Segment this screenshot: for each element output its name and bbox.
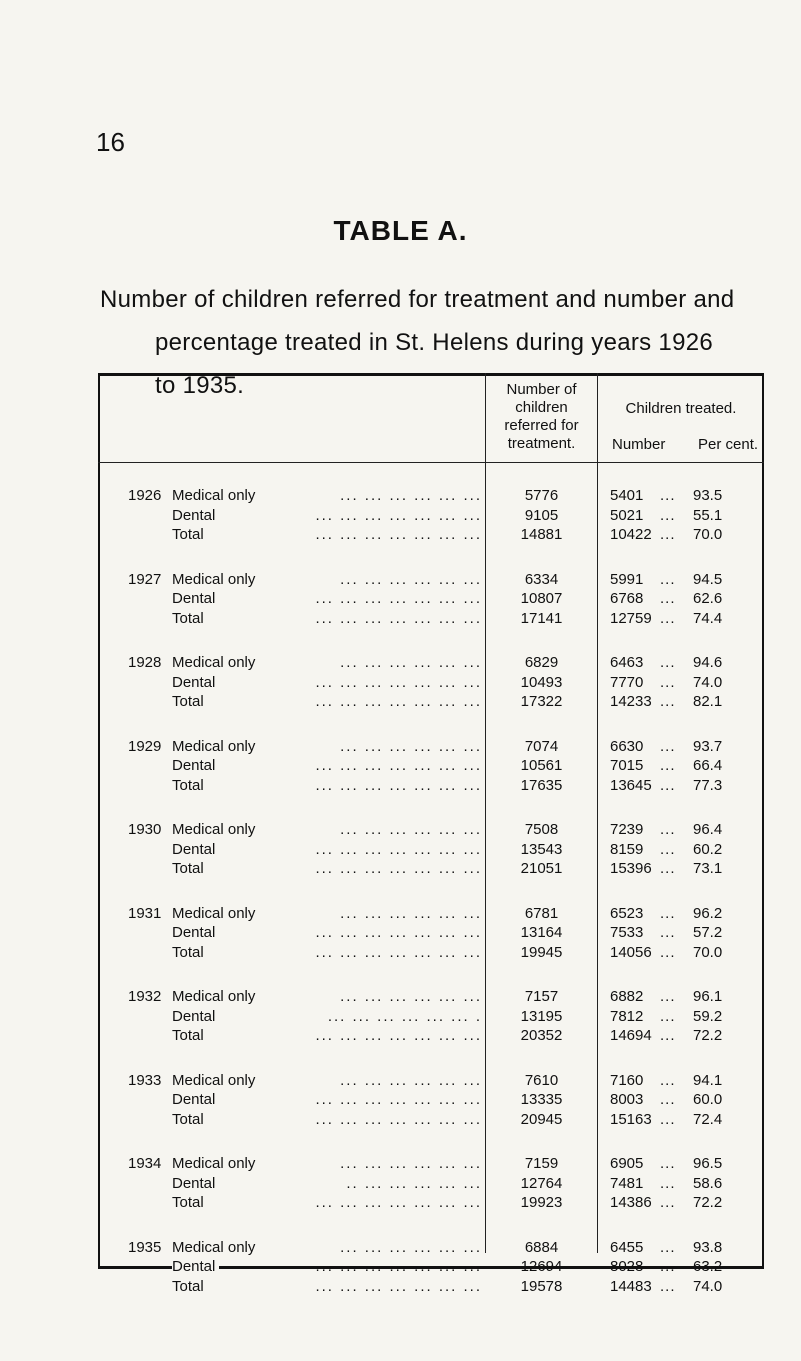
row-leader-dots: ... [660, 860, 676, 877]
row-referred: 7159 [524, 1155, 559, 1172]
row-category-label: Medical only [172, 1239, 259, 1256]
row-treated-percent: 72.2 [693, 1027, 723, 1044]
header-referred-line: treatment. [507, 435, 576, 452]
row-category-label: Dental [172, 1008, 219, 1025]
row-treated-number: 13645 [610, 776, 652, 794]
row-treated-percent: 82.1 [693, 693, 723, 710]
row-referred: 17141 [520, 609, 563, 627]
row-referred: 17322 [520, 693, 563, 710]
row-treated-number: 14233 [610, 693, 652, 710]
row-leader-dots: ... [660, 1091, 676, 1108]
row-treated-number: 7770 [610, 673, 644, 691]
row-treated-percent: 55.1 [693, 506, 723, 524]
row-category [172, 944, 482, 961]
row-referred: 13164 [520, 924, 563, 941]
row-leader-dots: ... ... ... ... ... ... ... [315, 506, 482, 524]
row-year: 1927 [128, 570, 162, 588]
row-referred: 19578 [520, 1277, 563, 1295]
row-treated-number: 7481 [610, 1174, 644, 1192]
row-treated-percent: 70.0 [693, 526, 723, 543]
row-category [172, 841, 482, 858]
row-leader-dots: ... ... ... ... ... ... ... [315, 673, 482, 691]
row-treated-number: 7533 [610, 924, 644, 941]
row-leader-dots: ... ... ... ... ... ... ... [315, 757, 482, 774]
row-treated-percent: 72.4 [693, 1110, 723, 1128]
row-category [172, 507, 482, 524]
row-treated-number: 5021 [610, 506, 644, 524]
row-leader-dots: ... [660, 570, 676, 588]
row-referred: 6829 [524, 654, 559, 671]
row-category-label: Medical only [172, 1072, 259, 1089]
row-leader-dots: ... ... ... ... ... ... [340, 570, 482, 588]
row-leader-dots: ... ... ... ... ... ... [340, 1071, 482, 1089]
row-category [172, 738, 482, 755]
row-category [172, 1278, 482, 1295]
row-leader-dots: ... ... ... ... ... ... ... [315, 526, 482, 543]
row-leader-dots: ... ... ... ... ... ... ... [315, 1277, 482, 1295]
row-leader-dots: ... [660, 487, 676, 504]
header-referred-line: children [515, 399, 568, 416]
row-leader-dots: ... [660, 1277, 676, 1295]
row-year: 1931 [128, 904, 162, 922]
row-category [172, 1027, 482, 1044]
row-category [172, 988, 482, 1005]
row-leader-dots: ... [660, 590, 676, 607]
row-category [172, 674, 482, 691]
header-children-treated: Children treated. [625, 400, 737, 417]
row-treated-percent: 70.0 [693, 943, 723, 961]
row-category-label: Total [172, 526, 208, 543]
row-year: 1935 [128, 1238, 162, 1256]
row-referred: 19945 [520, 943, 563, 961]
row-category-label: Medical only [172, 487, 259, 504]
row-treated-number: 7015 [610, 757, 644, 774]
row-treated-number: 14483 [610, 1277, 652, 1295]
row-leader-dots: ... ... ... ... ... ... ... [315, 1110, 482, 1128]
row-leader-dots: ... [660, 988, 676, 1005]
row-referred: 7074 [524, 737, 559, 755]
row-category [172, 777, 482, 794]
row-treated-number: 8159 [610, 840, 644, 858]
row-category-label: Dental [172, 507, 219, 524]
row-treated-number: 14056 [610, 943, 652, 961]
row-category [172, 1175, 482, 1192]
row-referred: 6884 [524, 1238, 559, 1256]
row-referred: 20352 [520, 1027, 563, 1044]
row-category [172, 1194, 482, 1211]
row-leader-dots: ... [660, 1007, 676, 1025]
row-referred: 7508 [524, 821, 559, 838]
row-category [172, 571, 482, 588]
row-category-label: Total [172, 1278, 208, 1295]
row-leader-dots: ... [660, 1155, 676, 1172]
row-leader-dots: ... ... ... ... ... ... [340, 737, 482, 755]
row-treated-number: 6455 [610, 1238, 644, 1256]
row-category [172, 1008, 482, 1025]
row-treated-percent: 96.1 [693, 988, 723, 1005]
row-referred: 6334 [524, 570, 559, 588]
row-treated-number: 6905 [610, 1155, 644, 1172]
row-category [172, 924, 482, 941]
row-referred: 13335 [520, 1091, 563, 1108]
row-treated-number: 6882 [610, 988, 644, 1005]
row-treated-percent: 94.6 [693, 654, 723, 671]
row-category-label: Total [172, 693, 208, 710]
row-category [172, 1111, 482, 1128]
row-treated-number: 15163 [610, 1110, 652, 1128]
row-referred: 6781 [524, 904, 559, 922]
row-treated-number: 10422 [610, 526, 652, 543]
row-category-label: Dental [172, 1175, 219, 1192]
row-category [172, 526, 482, 543]
row-leader-dots: ... ... ... ... ... ... [340, 1238, 482, 1256]
row-category-label: Dental [172, 590, 219, 607]
row-leader-dots: ... ... ... ... ... ... ... [315, 924, 482, 941]
row-category-label: Medical only [172, 738, 259, 755]
table-title: TABLE A. [333, 215, 468, 246]
row-referred: 7157 [524, 988, 559, 1005]
row-leader-dots: ... ... ... ... ... ... ... [315, 776, 482, 794]
header-referred-line: referred for [504, 417, 579, 434]
row-leader-dots: .. ... ... ... ... ... [346, 1174, 482, 1192]
row-leader-dots: ... ... ... ... ... ... ... [315, 590, 482, 607]
row-referred: 10807 [520, 590, 563, 607]
row-category-label: Dental [172, 924, 219, 941]
row-category-label: Total [172, 944, 208, 961]
row-treated-number: 14386 [610, 1194, 652, 1211]
row-treated-number: 8028 [610, 1258, 644, 1275]
row-treated-percent: 60.2 [693, 840, 723, 858]
row-category-label: Dental [172, 757, 219, 774]
row-leader-dots: ... [660, 1071, 676, 1089]
row-leader-dots: ... [660, 1238, 676, 1256]
row-leader-dots: ... ... ... ... ... ... ... [315, 693, 482, 710]
row-category [172, 610, 482, 627]
row-leader-dots: ... [660, 526, 676, 543]
row-treated-number: 6768 [610, 590, 644, 607]
row-category [172, 1239, 482, 1256]
row-category [172, 693, 482, 710]
row-leader-dots: ... ... ... ... ... ... [340, 821, 482, 838]
row-category-label: Medical only [172, 821, 259, 838]
row-category [172, 1091, 482, 1108]
row-treated-number: 7160 [610, 1071, 644, 1089]
row-leader-dots: ... ... ... ... ... ... [340, 904, 482, 922]
row-category-label: Total [172, 777, 208, 794]
row-referred: 7610 [524, 1071, 559, 1089]
row-treated-percent: 73.1 [693, 860, 723, 877]
row-leader-dots: ... [660, 654, 676, 671]
row-leader-dots: ... [660, 1110, 676, 1128]
row-leader-dots: ... [660, 821, 676, 838]
row-leader-dots: ... [660, 1027, 676, 1044]
row-treated-percent: 93.5 [693, 487, 723, 504]
row-leader-dots: ... [660, 840, 676, 858]
row-category [172, 905, 482, 922]
row-leader-dots: ... ... ... ... ... ... [340, 1155, 482, 1172]
row-leader-dots: ... ... ... ... ... ... ... [315, 840, 482, 858]
row-treated-percent: 74.4 [693, 609, 723, 627]
row-category-label: Total [172, 610, 208, 627]
row-leader-dots: ... ... ... ... ... ... [340, 487, 482, 504]
row-treated-percent: 94.5 [693, 570, 723, 588]
row-category [172, 487, 482, 504]
row-category [172, 860, 482, 877]
row-referred: 10561 [520, 757, 563, 774]
row-leader-dots: ... [660, 757, 676, 774]
row-treated-percent: 93.7 [693, 737, 723, 755]
caption-line-1: Number of children referred for treatment and number and [100, 286, 735, 313]
row-treated-percent: 59.2 [693, 1007, 723, 1025]
row-treated-number: 15396 [610, 860, 652, 877]
header-number: Number [612, 436, 666, 453]
row-leader-dots: ... ... ... ... ... ... ... [315, 609, 482, 627]
row-category-label: Dental [172, 674, 219, 691]
row-category [172, 1258, 482, 1275]
column-divider [597, 373, 598, 1253]
row-category-label: Dental [172, 1258, 219, 1275]
row-category-label: Total [172, 1111, 208, 1128]
row-treated-percent: 72.2 [693, 1194, 723, 1211]
row-category-label: Dental [172, 1091, 219, 1108]
row-leader-dots: ... [660, 1174, 676, 1192]
row-leader-dots: ... ... ... ... ... ... . [327, 1007, 482, 1025]
row-category [172, 654, 482, 671]
row-year: 1928 [128, 654, 162, 671]
row-treated-percent: 66.4 [693, 757, 723, 774]
row-treated-number: 6463 [610, 654, 644, 671]
row-leader-dots: ... [660, 924, 676, 941]
header-referred-line: Number of [506, 381, 577, 398]
row-treated-number: 5991 [610, 570, 644, 588]
row-treated-percent: 58.6 [693, 1174, 723, 1192]
row-treated-number: 7239 [610, 821, 644, 838]
row-category-label: Medical only [172, 905, 259, 922]
row-leader-dots: ... ... ... ... ... ... ... [315, 1258, 482, 1275]
row-treated-number: 12759 [610, 609, 652, 627]
row-leader-dots: ... [660, 943, 676, 961]
row-leader-dots: ... [660, 776, 676, 794]
row-category [172, 757, 482, 774]
row-year: 1934 [128, 1155, 162, 1172]
row-treated-percent: 74.0 [693, 1277, 723, 1295]
row-leader-dots: ... ... ... ... ... ... ... [315, 860, 482, 877]
row-treated-number: 6630 [610, 737, 644, 755]
row-referred: 17635 [520, 776, 563, 794]
row-year: 1926 [128, 487, 162, 504]
row-treated-percent: 96.2 [693, 904, 723, 922]
row-treated-percent: 96.5 [693, 1155, 723, 1172]
row-leader-dots: ... ... ... ... ... ... ... [315, 1194, 482, 1211]
row-treated-number: 7812 [610, 1007, 644, 1025]
row-category [172, 590, 482, 607]
row-treated-percent: 62.6 [693, 590, 723, 607]
row-leader-dots: ... [660, 737, 676, 755]
row-category-label: Medical only [172, 1155, 259, 1172]
row-treated-number: 8003 [610, 1091, 644, 1108]
row-leader-dots: ... [660, 693, 676, 710]
row-treated-percent: 94.1 [693, 1071, 723, 1089]
row-year: 1932 [128, 988, 162, 1005]
row-year: 1930 [128, 821, 162, 838]
row-referred: 21051 [520, 860, 563, 877]
row-leader-dots: ... ... ... ... ... ... ... [315, 1027, 482, 1044]
row-leader-dots: ... ... ... ... ... ... ... [315, 943, 482, 961]
row-treated-number: 6523 [610, 904, 644, 922]
row-leader-dots: ... [660, 1194, 676, 1211]
row-referred: 13543 [520, 840, 563, 858]
row-leader-dots: ... ... ... ... ... ... [340, 654, 482, 671]
row-treated-percent: 57.2 [693, 924, 723, 941]
row-treated-percent: 96.4 [693, 821, 723, 838]
row-year: 1929 [128, 737, 162, 755]
header-referred [486, 381, 597, 453]
row-year: 1933 [128, 1071, 162, 1089]
row-referred: 20945 [520, 1110, 563, 1128]
row-referred: 9105 [524, 506, 559, 524]
row-treated-percent: 60.0 [693, 1091, 723, 1108]
row-category-label: Medical only [172, 571, 259, 588]
row-leader-dots: ... ... ... ... ... ... [340, 988, 482, 1005]
row-leader-dots: ... [660, 609, 676, 627]
row-category-label: Medical only [172, 654, 259, 671]
row-referred: 5776 [524, 487, 559, 504]
row-referred: 12694 [520, 1258, 563, 1275]
row-referred: 14881 [520, 526, 563, 543]
row-category [172, 821, 482, 838]
row-category-label: Dental [172, 841, 219, 858]
page-number: 16 [96, 127, 125, 157]
row-treated-percent: 74.0 [693, 673, 723, 691]
row-leader-dots: ... [660, 1258, 676, 1275]
row-treated-number: 5401 [610, 487, 644, 504]
row-category-label: Total [172, 1194, 208, 1211]
row-leader-dots: ... [660, 673, 676, 691]
row-leader-dots: ... [660, 506, 676, 524]
row-category [172, 1155, 482, 1172]
header-percent: Per cent. [698, 436, 759, 453]
row-treated-percent: 63.2 [693, 1258, 723, 1275]
header-rule [98, 462, 764, 463]
row-treated-number: 14694 [610, 1027, 652, 1044]
row-leader-dots: ... [660, 904, 676, 922]
row-treated-percent: 93.8 [693, 1238, 723, 1256]
caption-line-2: percentage treated in St. Helens during years 1926 to 1935. [155, 329, 714, 399]
row-leader-dots: ... ... ... ... ... ... ... [315, 1091, 482, 1108]
row-referred: 12764 [520, 1174, 563, 1192]
row-category-label: Medical only [172, 988, 259, 1005]
row-category [172, 1072, 482, 1089]
row-referred: 13195 [520, 1007, 563, 1025]
row-referred: 10493 [520, 673, 563, 691]
row-referred: 19923 [520, 1194, 563, 1211]
row-category-label: Total [172, 860, 208, 877]
row-treated-percent: 77.3 [693, 776, 723, 794]
row-category-label: Total [172, 1027, 208, 1044]
